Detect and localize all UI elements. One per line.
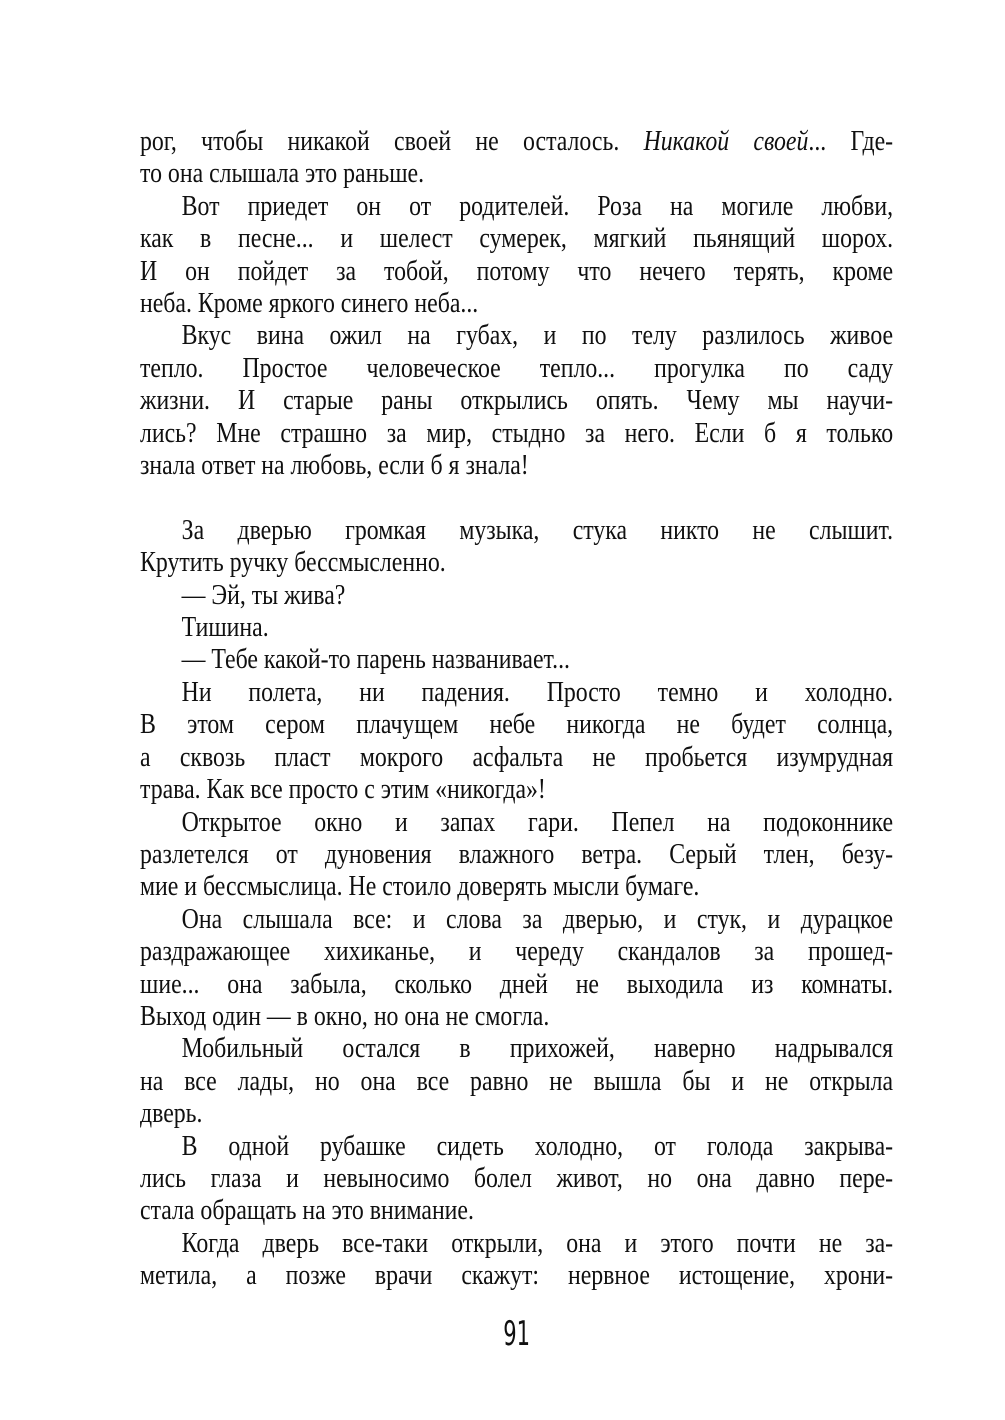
- text-line: [140, 742, 893, 774]
- text-line: [140, 580, 893, 612]
- text-run: то она слышала это раньше.: [140, 158, 425, 190]
- text-run: За дверью громкая музыка, стука никто не слышит.: [181, 514, 894, 546]
- text-line: [140, 1033, 893, 1065]
- text-line: [140, 969, 893, 1001]
- text-run: стала обращать на это внимание.: [140, 1195, 474, 1227]
- text-run: Тишина.: [181, 612, 269, 644]
- text-run: разлетелся от дуновения влажного ветра. Серый тлен, безу-: [140, 838, 894, 870]
- text-run: лись глаза и невыносимо болел живот, но она давно пере-: [140, 1162, 894, 1194]
- text-line: [140, 644, 893, 676]
- text-run: Мобильный остался в прихожей, наверно надрывался: [181, 1033, 894, 1065]
- text-line: [140, 904, 893, 936]
- text-run: Вот приедет он от родителей. Роза на могиле любви,: [181, 190, 894, 222]
- paragraph-gap: [140, 482, 893, 514]
- text-run: Крутить ручку бессмысленно.: [140, 547, 446, 579]
- text-line: [140, 515, 893, 547]
- text-line: [140, 807, 893, 839]
- text-line: [140, 1195, 893, 1227]
- text-run: И он пойдет за тобой, потому что нечего терять, кроме: [140, 255, 894, 287]
- text-line: [140, 158, 893, 190]
- text-line: [140, 1163, 893, 1195]
- text-run: раздражающее хихиканье, и череду скандалов за прошед-: [140, 936, 894, 968]
- text-line: [140, 1228, 893, 1260]
- text-run: Открытое окно и запах гари. Пепел на подоконнике: [181, 806, 894, 838]
- text-line: [140, 126, 893, 158]
- text-line: [140, 191, 893, 223]
- text-run: В одной рубашке сидеть холодно, от голода закрыва-: [181, 1130, 894, 1162]
- text-run: лись? Мне страшно за мир, стыдно за него. Если б я только: [140, 417, 894, 449]
- text-line: [140, 612, 893, 644]
- text-line: [140, 1098, 893, 1130]
- text-run: шие... она забыла, сколько дней не выходила из комнаты.: [140, 968, 894, 1000]
- text-line: [140, 320, 893, 352]
- text-line: [140, 223, 893, 255]
- text-run: Она слышала все: и слова за дверью, и стук, и дурацкое: [181, 903, 894, 935]
- text-run: а сквозь пласт мокрого асфальта не пробьется изумрудная: [140, 741, 894, 773]
- text-line: [140, 936, 893, 968]
- text-line: [140, 1260, 893, 1292]
- page-number-text: 91: [503, 1314, 530, 1354]
- text-run: Ни полета, ни падения. Просто темно и холодно.: [181, 676, 894, 708]
- text-line: [140, 1131, 893, 1163]
- text-line: [140, 547, 893, 579]
- text-line: [140, 256, 893, 288]
- text-run: мие и бессмыслица. Не стоило доверять мысли бумаге.: [140, 871, 700, 903]
- text-line: [140, 709, 893, 741]
- text-run: трава. Как все просто с этим «никогда»!: [140, 774, 546, 806]
- text-run: метила, а позже врачи скажут: нервное истощение, хрони-: [140, 1260, 894, 1292]
- text-run: тепло. Простое человеческое тепло... прогулка по саду: [140, 352, 894, 384]
- text-run: ... Где-: [808, 126, 894, 157]
- text-line: [140, 774, 893, 806]
- text-run: как в песне... и шелест сумерек, мягкий пьянящий шорох.: [140, 223, 894, 255]
- text-line: [140, 450, 893, 482]
- text-line: [140, 1001, 893, 1033]
- text-run: знала ответ на любовь, если б я знала!: [140, 450, 529, 482]
- text-line: [140, 418, 893, 450]
- text-line: [140, 677, 893, 709]
- text-run: Когда дверь все-таки открыли, она и этого почти не за-: [181, 1227, 894, 1259]
- italic-text: Никакой своей: [643, 126, 809, 157]
- text-line: [140, 839, 893, 871]
- text-run: В этом сером плачущем небе никогда не будет солнца,: [140, 709, 894, 741]
- text-run: неба. Кроме яркого синего неба...: [140, 288, 479, 320]
- text-run: на все лады, но она все равно не вышла бы и не открыла: [140, 1065, 894, 1097]
- text-run: рог, чтобы никакой своей не осталось.: [140, 126, 644, 157]
- text-run: Выход один — в окно, но она не смогла.: [140, 1000, 550, 1032]
- text-run: — Тебе какой-то парень названивает...: [181, 644, 571, 676]
- text-run: — Эй, ты жива?: [181, 579, 346, 611]
- text-line: [140, 871, 893, 903]
- text-line: [140, 385, 893, 417]
- text-block: [140, 126, 893, 1293]
- text-line: [140, 1066, 893, 1098]
- text-run: дверь.: [140, 1098, 203, 1130]
- text-line: [140, 353, 893, 385]
- page-number: [140, 1314, 893, 1354]
- text-run: жизни. И старые раны открылись опять. Чему мы научи-: [140, 385, 894, 417]
- text-line: [140, 288, 893, 320]
- text-run: Вкус вина ожил на губах, и по телу разлилось живое: [181, 320, 894, 352]
